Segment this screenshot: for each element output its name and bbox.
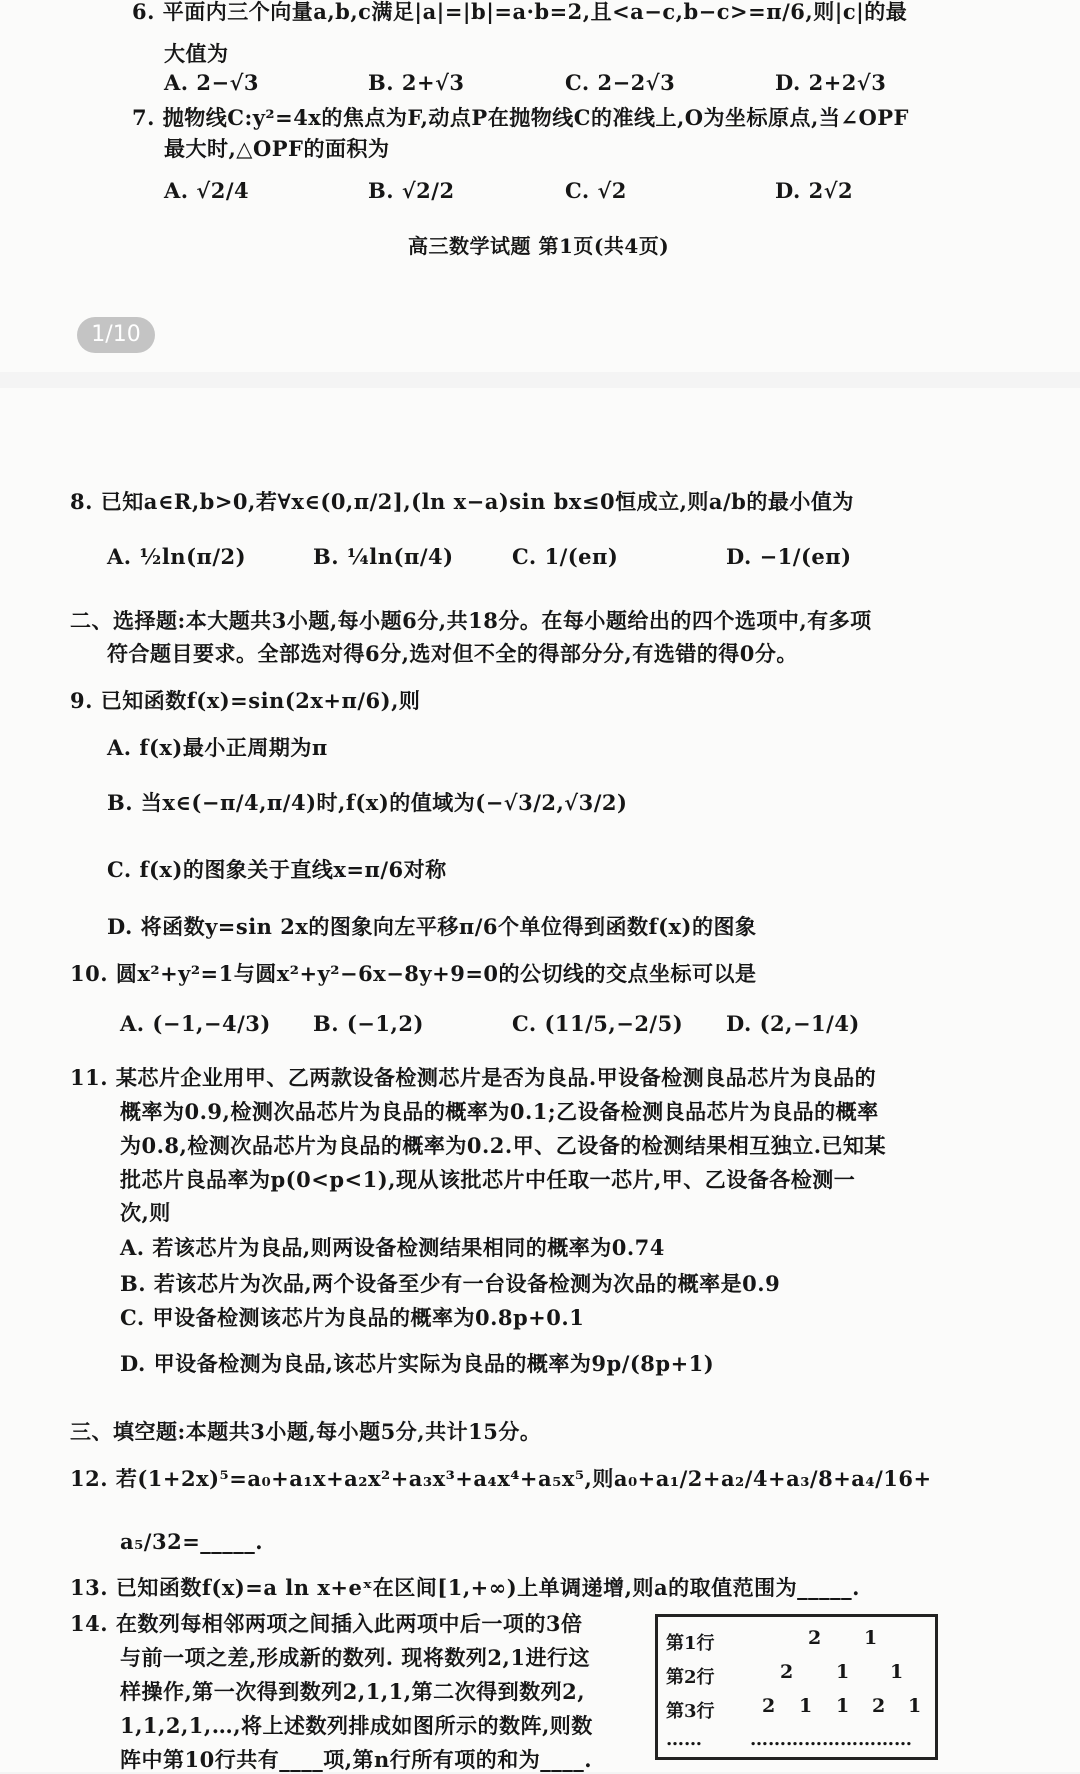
array-cell: 2 — [808, 1627, 822, 1649]
row-label-2: 第2行 — [666, 1667, 715, 1688]
array-cell: 1 — [864, 1627, 878, 1649]
q10-option-c: C. (11/5,−2/5) — [512, 1011, 684, 1036]
question-13-line-1: 13. 已知函数f(x)=a ln x+eˣ在区间[1,+∞)上单调递增,则a的取值范围为_____. — [70, 1575, 860, 1600]
array-cell: 1 — [836, 1695, 850, 1717]
q7-option-b: B. √2/2 — [368, 178, 455, 203]
array-ellipsis: ……………………… — [750, 1729, 912, 1750]
question-12-line-2: a₅/32=_____. — [120, 1529, 264, 1554]
row-label-ellipsis: …… — [666, 1729, 702, 1750]
q11-option-b: B. 若该芯片为次品,两个设备至少有一台设备检测为次品的概率是0.9 — [120, 1271, 781, 1296]
exam-page-1 — [0, 0, 1080, 372]
q8-option-b: B. ¼ln(π/4) — [313, 544, 454, 569]
q10-option-b: B. (−1,2) — [313, 1011, 424, 1036]
array-cell: 1 — [908, 1695, 922, 1717]
section-2-heading: 二、选择题:本大题共3小题,每小题6分,共18分。在每小题给出的四个选项中,有多项 — [70, 608, 872, 633]
question-10-line-1: 10. 圆x²+y²=1与圆x²+y²−6x−8y+9=0的公切线的交点坐标可以是 — [70, 961, 757, 986]
q8-option-a: A. ½ln(π/2) — [107, 544, 247, 569]
row-label-1: 第1行 — [666, 1633, 715, 1654]
question-7-line-2: 最大时,△OPF的面积为 — [164, 136, 390, 161]
question-14-line-4: 1,1,2,1,…,将上述数列排成如图所示的数阵,则数 — [120, 1713, 593, 1738]
question-11-line-3: 为0.8,检测次品芯片为良品的概率为0.2.甲、乙设备的检测结果相互独立.已知某 — [120, 1133, 886, 1158]
question-7-line-1: 7. 抛物线C:y²=4x的焦点为F,动点P在抛物线C的准线上,O为坐标原点,当∠OPF — [132, 105, 909, 130]
question-11-line-5: 次,则 — [120, 1200, 171, 1225]
q11-option-a: A. 若该芯片为良品,则两设备检测结果相同的概率为0.74 — [120, 1235, 665, 1260]
question-6-line-1: 6. 平面内三个向量a,b,c满足|a|=|b|=a·b=2,且<a−c,b−c>=π/6,则|c|的最 — [132, 0, 908, 24]
array-cell: 1 — [836, 1661, 850, 1683]
array-cell: 2 — [780, 1661, 794, 1683]
page-footer: 高三数学试题 第1页(共4页) — [408, 234, 670, 258]
page-indicator-badge: 1/10 — [77, 317, 155, 353]
question-14-line-1: 14. 在数列每相邻两项之间插入此两项中后一项的3倍 — [70, 1611, 583, 1636]
q7-option-a: A. √2/4 — [164, 178, 250, 203]
q7-option-c: C. √2 — [565, 178, 627, 203]
q9-option-b: B. 当x∈(−π/4,π/4)时,f(x)的值域为(−√3/2,√3/2) — [107, 790, 628, 815]
q8-option-c: C. 1/(eπ) — [512, 544, 619, 569]
q10-option-d: D. (2,−1/4) — [726, 1011, 860, 1036]
q8-option-d: D. −1/(eπ) — [726, 544, 852, 569]
array-cell: 1 — [799, 1695, 813, 1717]
q9-option-c: C. f(x)的图象关于直线x=π/6对称 — [107, 857, 447, 882]
number-array-figure — [655, 1614, 938, 1760]
question-14-line-5: 阵中第10行共有____项,第n行所有项的和为____. — [120, 1747, 593, 1772]
question-8-line-1: 8. 已知a∈R,b>0,若∀x∈(0,π/2],(ln x−a)sin bx≤0恒成立,则a/b的最小值为 — [70, 489, 854, 514]
question-12-line-1: 12. 若(1+2x)⁵=a₀+a₁x+a₂x²+a₃x³+a₄x⁴+a₅x⁵,则a₀+a₁/2+a₂/4+a₃/8+a₄/16+ — [70, 1466, 932, 1491]
q10-option-a: A. (−1,−4/3) — [120, 1011, 271, 1036]
q7-option-d: D. 2√2 — [775, 178, 854, 203]
q11-option-c: C. 甲设备检测该芯片为良品的概率为0.8p+0.1 — [120, 1305, 585, 1330]
section-3-heading: 三、填空题:本题共3小题,每小题5分,共计15分。 — [70, 1419, 542, 1444]
q9-option-a: A. f(x)最小正周期为π — [107, 735, 328, 760]
question-14-line-2: 与前一项之差,形成新的数列. 现将数列2,1进行这 — [120, 1645, 590, 1670]
row-label-3: 第3行 — [666, 1701, 715, 1722]
section-2-instructions: 符合题目要求。全部选对得6分,选对但不全的得部分分,有选错的得0分。 — [107, 641, 798, 666]
q6-option-c: C. 2−2√3 — [565, 70, 676, 95]
array-cell: 1 — [890, 1661, 904, 1683]
q9-option-d: D. 将函数y=sin 2x的图象向左平移π/6个单位得到函数f(x)的图象 — [107, 914, 757, 939]
array-cell: 2 — [872, 1695, 886, 1717]
question-14-line-3: 样操作,第一次得到数列2,1,1,第二次得到数列2, — [120, 1679, 586, 1704]
question-9-line-1: 9. 已知函数f(x)=sin(2x+π/6),则 — [70, 688, 421, 713]
q6-option-b: B. 2+√3 — [368, 70, 465, 95]
q11-option-d: D. 甲设备检测为良品,该芯片实际为良品的概率为9p/(8p+1) — [120, 1351, 715, 1376]
question-11-line-2: 概率为0.9,检测次品芯片为良品的概率为0.1;乙设备检测良品芯片为良品的概率 — [120, 1099, 879, 1124]
question-6-line-2: 大值为 — [164, 41, 229, 66]
q6-option-a: A. 2−√3 — [164, 70, 260, 95]
question-11-line-1: 11. 某芯片企业用甲、乙两款设备检测芯片是否为良品.甲设备检测良品芯片为良品的 — [70, 1065, 877, 1090]
array-cell: 2 — [762, 1695, 776, 1717]
q6-option-d: D. 2+2√3 — [775, 70, 887, 95]
question-11-line-4: 批芯片良品率为p(0<p<1),现从该批芯片中任取一芯片,甲、乙设备各检测一 — [120, 1167, 856, 1192]
